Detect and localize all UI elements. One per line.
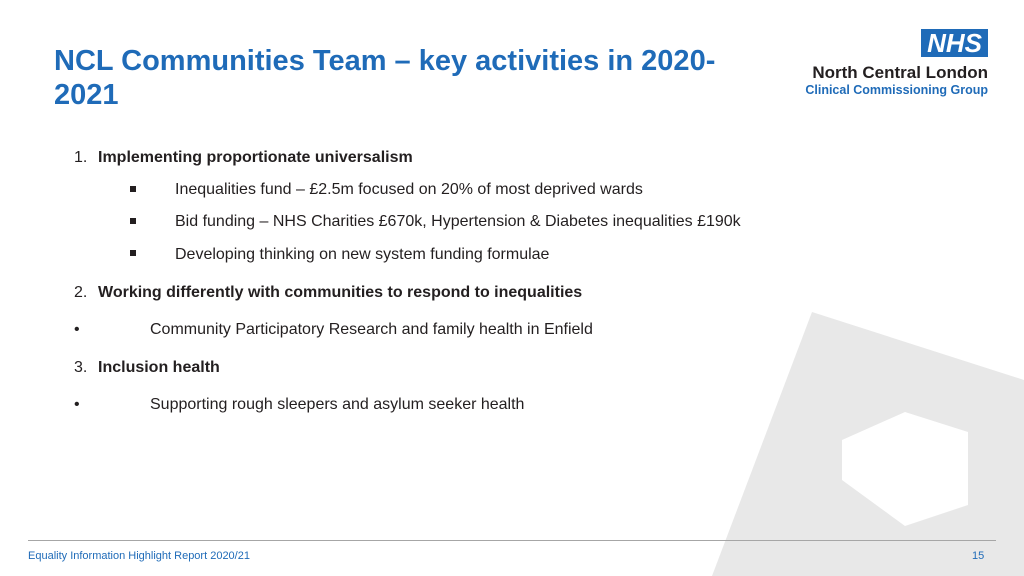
page-title: NCL Communities Team – key activities in 2020-2021 (54, 45, 716, 111)
bullet-square-icon (130, 186, 136, 192)
list-item: Community Participatory Research and family health in Enfield (150, 321, 593, 338)
bullet-square-icon (130, 250, 136, 256)
section-heading-2 (74, 283, 583, 303)
org-subtitle: Clinical Commissioning Group (805, 83, 988, 97)
footer-divider (28, 540, 996, 541)
section-number: 3. (74, 359, 88, 376)
list-item: Bid funding – NHS Charities £670k, Hypertension & Diabetes inequalities £190k (175, 213, 741, 230)
section-number: 2. (74, 284, 88, 301)
footer-report-title: Equality Information Highlight Report 2020/21 (28, 550, 250, 562)
list-item: Developing thinking on new system funding formulae (175, 246, 550, 263)
list-item: Supporting rough sleepers and asylum seeker health (150, 396, 525, 413)
section-number: 1. (74, 149, 88, 166)
nhs-badge: NHS (921, 29, 988, 57)
org-name: North Central London (812, 63, 988, 82)
bullet-dot-icon: • (74, 321, 80, 338)
page-number: 15 (972, 550, 985, 562)
section-heading-1 (74, 148, 413, 168)
bullet-dot-icon: • (74, 396, 80, 413)
section-title: Implementing proportionate universalism (98, 149, 413, 166)
section-heading-3 (74, 358, 220, 378)
section-title: Inclusion health (98, 359, 220, 376)
list-item: Inequalities fund – £2.5m focused on 20% of most deprived wards (175, 181, 643, 198)
section-title: Working differently with communities to respond to inequalities (98, 284, 583, 301)
bullet-square-icon (130, 218, 136, 224)
